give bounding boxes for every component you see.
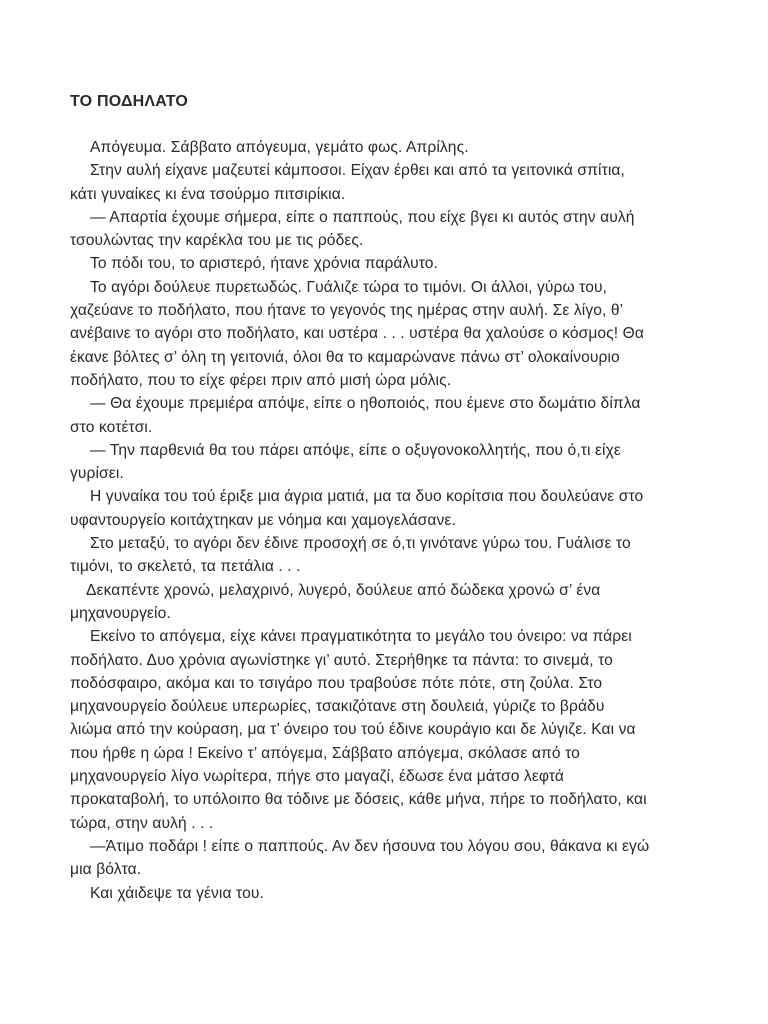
text-line: Η γυναίκα του τού έριξε μια άγρια ματιά, μα τα δυο κορίτσια που δουλεύανε στο <box>90 488 644 506</box>
text-line: μια βόλτα. <box>70 861 142 879</box>
text-line: τιμόνι, το σκελετό, τα πετάλια . . . <box>70 558 301 576</box>
text-line: έκανε βόλτες σ’ όλη τη γειτονιά, όλοι θα το καμαρώνανε πάνω στ’ ολοκαίνουριο <box>70 348 620 366</box>
text-line: Στο μεταξύ, το αγόρι δεν έδινε προσοχή σε ό,τι γινότανε γύρω του. Γυάλισε το <box>90 535 631 553</box>
text-line: τσουλώντας την καρέκλα του με τις ρόδες. <box>70 232 364 250</box>
story-title: ΤΟ ΠΟΔΗΛΑΤΟ <box>70 93 189 110</box>
text-line: ανέβαινε το αγόρι στο ποδήλατο, και υστέρα . . . υστέρα θα χαλούσε ο κόσμος! Θα <box>70 325 645 343</box>
text-line: Απόγευμα. Σάββατο απόγευμα, γεμάτο φως. Απρίλης. <box>90 139 469 156</box>
text-line: στο κοτέτσι. <box>70 418 153 436</box>
text-line: ποδήλατο, που το είχε φέρει πριν από μισή ώρα μόλις. <box>70 371 452 389</box>
text-line: —Άτιμο ποδάρι ! είπε ο παππούς. Αν δεν ήσουνα του λόγου σου, θάκανα κι εγώ <box>90 837 650 855</box>
text-line: τώρα, στην αυλή . . . <box>70 814 214 832</box>
text-line: — Θα έχουμε πρεμιέρα απόψε, είπε ο ηθοποιός, που έμενε στο δωμάτιο δίπλα <box>90 395 641 413</box>
text-line: γυρίσει. <box>70 465 124 483</box>
text-line: που ήρθε η ώρα ! Εκείνο τ’ απόγεμα, Σάββατο απόγεμα, σκόλασε από το <box>70 744 580 762</box>
text-line: μηχανουργείο λίγο νωρίτερα, πήγε στο μαγαζί, έδωσε ένα μάτσο λεφτά <box>70 768 565 786</box>
text-line: Και χάιδεψε τα γένια του. <box>90 884 264 902</box>
story-body <box>70 136 740 905</box>
text-line: Το πόδι του, το αριστερό, ήτανε χρόνια παράλυτο. <box>90 255 438 273</box>
text-line: μηχανουργείο δούλευε υπερωρίες, τσακιζότανε στη δουλειά, γύριζε το βράδυ <box>70 698 605 716</box>
text-line: Το αγόρι δούλευε πυρετωδώς. Γυάλιζε τώρα το τιμόνι. Οι άλλοι, γύρω του, <box>90 278 608 296</box>
text-line: — Απαρτία έχουμε σήμερα, είπε ο παππούς, που είχε βγει κι αυτός στην αυλή <box>90 208 635 226</box>
text-line: Στην αυλή είχανε μαζευτεί κάμποσοι. Είχαν έρθει και από τα γειτονικά σπίτια, <box>90 162 625 180</box>
text-line: χαζεύανε το ποδήλατο, που ήτανε το γεγονός της ημέρας στην αυλή. Σε λίγο, θ’ <box>70 302 624 320</box>
text-line: ποδήλατο. Δυο χρόνια αγωνίστηκε γι’ αυτό. Στερήθηκε τα πάντα: το σινεμά, το <box>70 651 613 669</box>
text-line: Δεκαπέντε χρονώ, μελαχρινό, λυγερό, δούλευε από δώδεκα χρονώ σ’ ένα <box>86 581 601 599</box>
text-line: ποδόσφαιρο, ακόμα και το τσιγάρο που τραβούσε πότε πότε, στη ζούλα. Στο <box>70 674 603 692</box>
text-line: — Την παρθενιά θα του πάρει απόψε, είπε ο οξυγονοκολλητής, που ό,τι είχε <box>90 441 621 459</box>
text-line: λιώμα από την κούραση, μα τ’ όνειρο του τού έδινε κουράγιο και δε λύγιζε. Και να <box>70 721 636 739</box>
text-line: κάτι γυναίκες κι ένα τσούρμο πιτσιρίκια. <box>70 185 346 203</box>
text-line: προκαταβολή, το υπόλοιπο θα τόδινε με δόσεις, κάθε μήνα, πήρε το ποδήλατο, και <box>70 791 647 809</box>
text-line: υφαντουργείο κοιτάχτηκαν με νόημα και χαμογελάσανε. <box>70 511 456 529</box>
text-line: μηχανουργείο. <box>70 604 171 622</box>
text-line: Εκείνο το απόγεμα, είχε κάνει πραγματικότητα το μεγάλο του όνειρο: να πάρει <box>90 628 632 646</box>
